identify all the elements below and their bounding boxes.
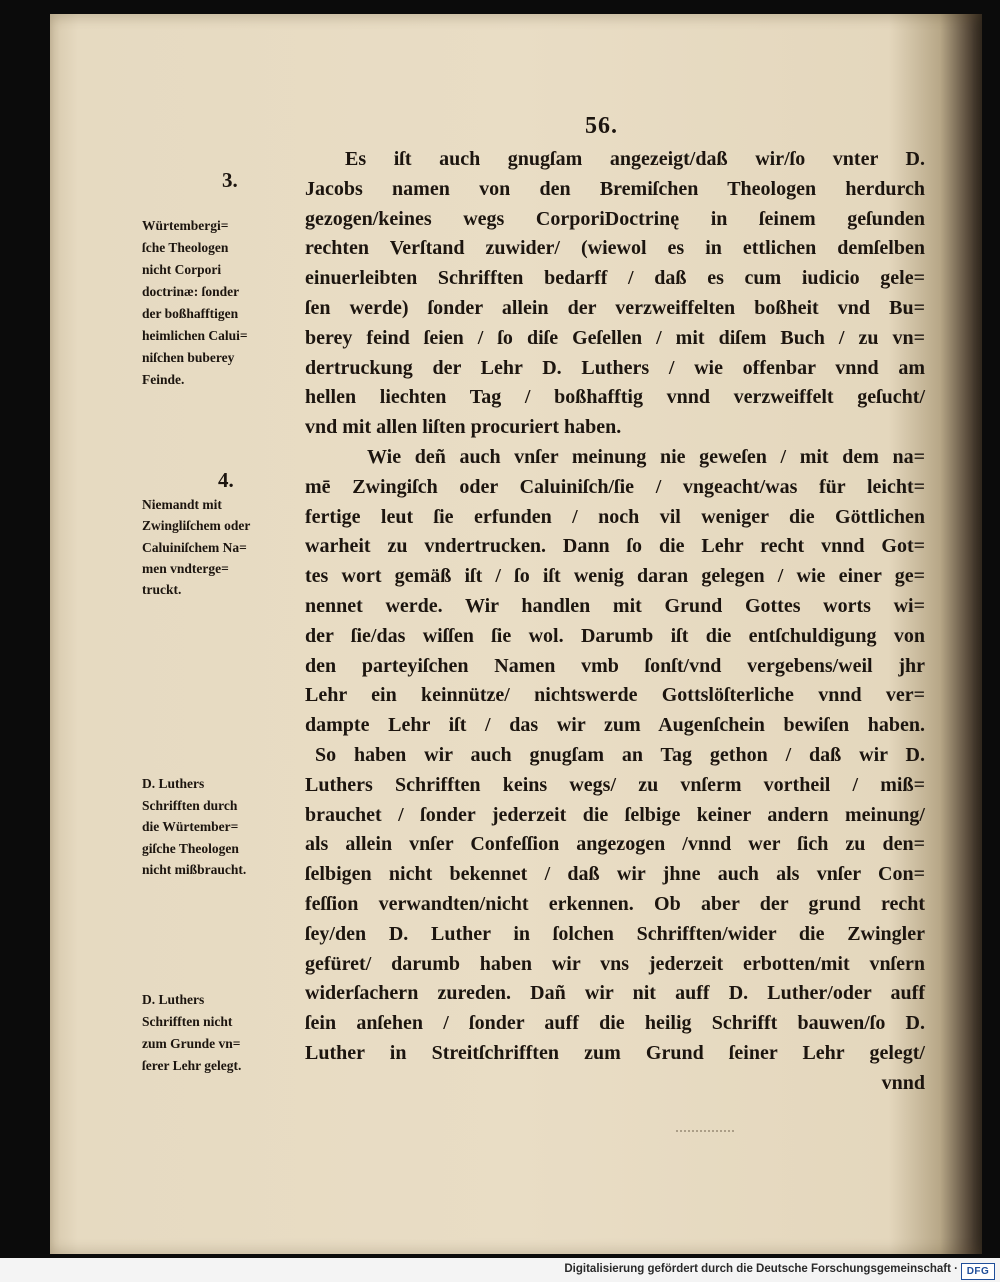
text-line: den parteyiſchen Namen vmb ſonſt/vnd vergebens/weil jhr [305, 654, 925, 677]
margin-note [142, 773, 302, 881]
text-line: fertige leut ſie erfunden / noch vil weniger die Göttlichen [305, 505, 925, 528]
margin-note-line: Zwingliſchem oder [142, 518, 251, 534]
text-line: ſein anſehen / ſonder auff die heilig Schrifft bauwen/ſo D. [305, 1012, 925, 1035]
text-line: dertruckung der Lehr D. Luthers / wie offenbar vnnd am [305, 356, 925, 379]
text-line: mē Zwingiſch oder Caluiniſch/ſie / vngeacht/was für leicht= [305, 475, 925, 498]
text-line: Wie deñ auch vnſer meinung nie geweſen / mit dem na= [367, 445, 925, 468]
margin-note-line: truckt. [142, 582, 182, 598]
margin-note-line: der boßhafftigen [142, 306, 239, 321]
margin-note-line: Niemandt mit [142, 497, 222, 512]
margin-note-line: Caluiniſchem Na= [142, 539, 247, 555]
text-line: der ſie/das wiſſen ſie wol. Darumb iſt die entſchuldigung von [305, 624, 925, 647]
text-line: gezogen/keines wegs CorporiDoctrinę in ſeinem geſunden [305, 207, 925, 230]
margin-note-line: nicht mißbraucht. [142, 862, 247, 878]
text-line: berey feind ſeien / ſo diſe Geſellen / mit diſem Buch / zu vn= [305, 326, 925, 349]
text-line: einuerleibten Schrifften bedarff / daß es cum iudicio gele= [305, 267, 925, 290]
text-line: widerſachern zureden. Dañ wir nit auff D. Luther/oder auff [305, 982, 925, 1005]
text-line: ſelbigen nicht bekennet / daß wir jhne auch als vnſer Con= [305, 863, 925, 886]
margin-note-line: men vndterge= [142, 560, 229, 576]
margin-note-line: ſerer Lehr gelegt. [142, 1058, 242, 1073]
margin-note-line: Feinde. [142, 372, 185, 387]
text-line: Jacobs namen von den Bremiſchen Theologen herdurch [305, 177, 925, 200]
margin-note-line: Würtembergi= [142, 218, 229, 233]
text-line: Lehr ein keinnütze/ nichtswerde Gottslöſterliche vnnd ver= [305, 684, 925, 707]
body-text [305, 145, 925, 1099]
margin-note-line: heimlichen Calui= [142, 328, 248, 343]
footer-credit: Digitalisierung gefördert durch die Deutsche Forschungsgemeinschaft · [564, 1263, 958, 1275]
text-line: Es iſt auch gnugſam angezeigt/daß wir/ſo vnter D. [345, 148, 925, 170]
text-line: hellen liechten Tag / boßhafftig vnnd verzweiffelt geſucht/ [305, 386, 925, 409]
margin-note-line: die Würtember= [142, 819, 239, 835]
margin-note-line: ſche Theologen [142, 240, 229, 255]
text-line: warheit zu vndertrucken. Dann ſo die Lehr recht vnnd Got= [305, 535, 925, 558]
text-line: brauchet / ſonder jederzeit die ſelbige keiner andern meinung/ [305, 803, 925, 826]
digitization-footer [0, 1258, 1000, 1282]
text-line: vnd mit allen liſten procuriert haben. [305, 416, 622, 439]
text-line: So haben wir auch gnugſam an Tag gethon / daß wir D. [315, 743, 925, 766]
text-line: feſſion verwandten/nicht erkennen. Ob aber der grund recht [305, 892, 925, 915]
text-line: Luthers Schrifften keins wegs/ zu vnſerm vortheil / miß= [305, 773, 925, 796]
page-number: 56. [585, 113, 618, 139]
text-line: rechten Verſtand zuwider/ (wiewol es in ettlichen demſelben [305, 237, 925, 260]
ink-smudge [676, 1130, 734, 1135]
margin-note-line: doctrinæ: ſonder [142, 284, 240, 299]
margin-note [142, 494, 302, 600]
margin-note-line: D. Luthers [142, 992, 205, 1007]
dfg-logo-icon: DFG [961, 1263, 995, 1280]
text-line: ſen werde) ſonder allein der verzweiffelten boßheit vnd Bu= [305, 296, 925, 319]
margin-note-line: Schrifften nicht [142, 1014, 233, 1029]
margin-note-line: giſche Theologen [142, 840, 239, 856]
text-line: als allein vnſer Confeſſion angezogen /vnnd wer ſich zu den= [305, 833, 925, 856]
margin-note [142, 989, 302, 1077]
text-line: tes wort gemäß iſt / ſo iſt wenig daran gelegen / wie einer ge= [305, 565, 925, 588]
margin-note [142, 215, 302, 391]
margin-note-line: niſchen buberey [142, 350, 235, 365]
text-line: gefüret/ darumb haben wir vns jederzeit erbotten/mit vnſern [305, 952, 925, 975]
text-line: nennet werde. Wir handlen mit Grund Gottes worts wi= [305, 594, 925, 617]
margin-note-line: nicht Corpori [142, 262, 222, 277]
margin-note-number: 3. [222, 168, 238, 192]
margin-note-line: zum Grunde vn= [142, 1036, 241, 1051]
text-line: Luther in Streitſchrifften zum Grund ſeiner Lehr gelegt/ [305, 1041, 925, 1064]
text-line: dampte Lehr iſt / das wir zum Augenſchein bewiſen haben. [305, 714, 925, 737]
margin-note-number: 4. [218, 468, 234, 492]
margin-note-line: D. Luthers [142, 776, 205, 791]
margin-note-line: Schrifften durch [142, 797, 238, 813]
catchword: vnnd [881, 1071, 925, 1094]
text-line: ſey/den D. Luther in ſolchen Schrifften/wider die Zwingler [305, 922, 925, 945]
